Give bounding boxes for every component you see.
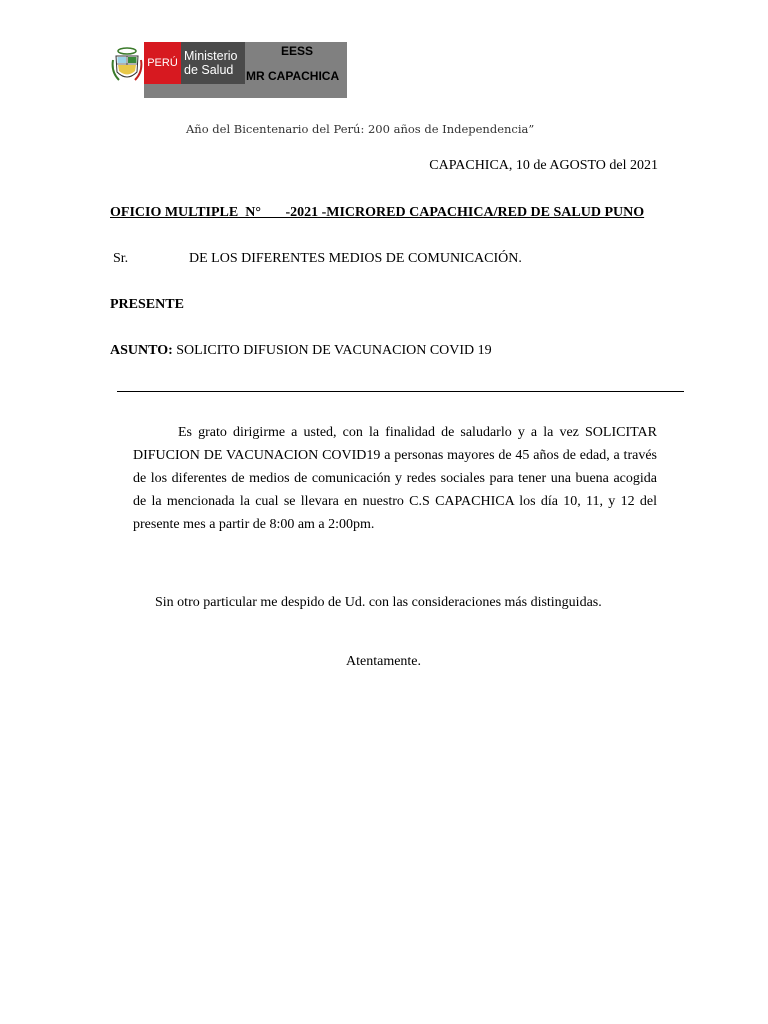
- closing-line: Sin otro particular me despido de Ud. con las consideraciones más distinguidas.: [155, 595, 602, 610]
- subject-line: [110, 343, 492, 359]
- peru-label: PERÚ: [147, 57, 178, 69]
- body-paragraph: Es grato dirigirme a usted, con la finalidad de saludarlo y a la vez SOLICITAR DIFUCION DE VACUNACION COVID19 a personas mayores de 45 años de edad, a través de los diferentes de medios de comunicación y redes sociales para tener una buena acogida de la mencionada la cual se llevara en nuestro C.S CAPACHICA los día 10, 11, y 12 del presente mes a partir de 8:00 am a 2:00pm.: [133, 425, 657, 532]
- eess-label: EESS: [281, 44, 314, 58]
- recipient-line: [113, 251, 522, 267]
- peru-badge: [144, 42, 181, 84]
- facility-label: MR CAPACHICA: [246, 69, 340, 83]
- asunto-label: ASUNTO:: [110, 343, 173, 358]
- header-logo: [110, 42, 347, 98]
- regards-line: Atentamente.: [346, 654, 422, 669]
- asunto-text: SOLICITO DIFUSION DE VACUNACION COVID 19: [172, 343, 492, 358]
- sr-label: Sr.: [113, 251, 129, 266]
- presente-label: PRESENTE: [110, 297, 184, 312]
- coat-of-arms-icon: [110, 42, 144, 98]
- ministry-badge: [181, 42, 245, 84]
- year-motto: Año del Bicentenario del Perú: 200 años de Independencia”: [186, 122, 535, 136]
- place-date: CAPACHICA, 10 de AGOSTO del 2021: [429, 158, 658, 173]
- recipient: DE LOS DIFERENTES MEDIOS DE COMUNICACIÓN.: [189, 251, 522, 266]
- divider: [117, 391, 684, 392]
- ministry-line-1: Ministerio: [184, 49, 238, 63]
- oficio-reference: OFICIO MULTIPLE N° -2021 -MICRORED CAPACHICA/RED DE SALUD PUNO: [110, 205, 645, 220]
- ministry-line-2: de Salud: [184, 63, 234, 77]
